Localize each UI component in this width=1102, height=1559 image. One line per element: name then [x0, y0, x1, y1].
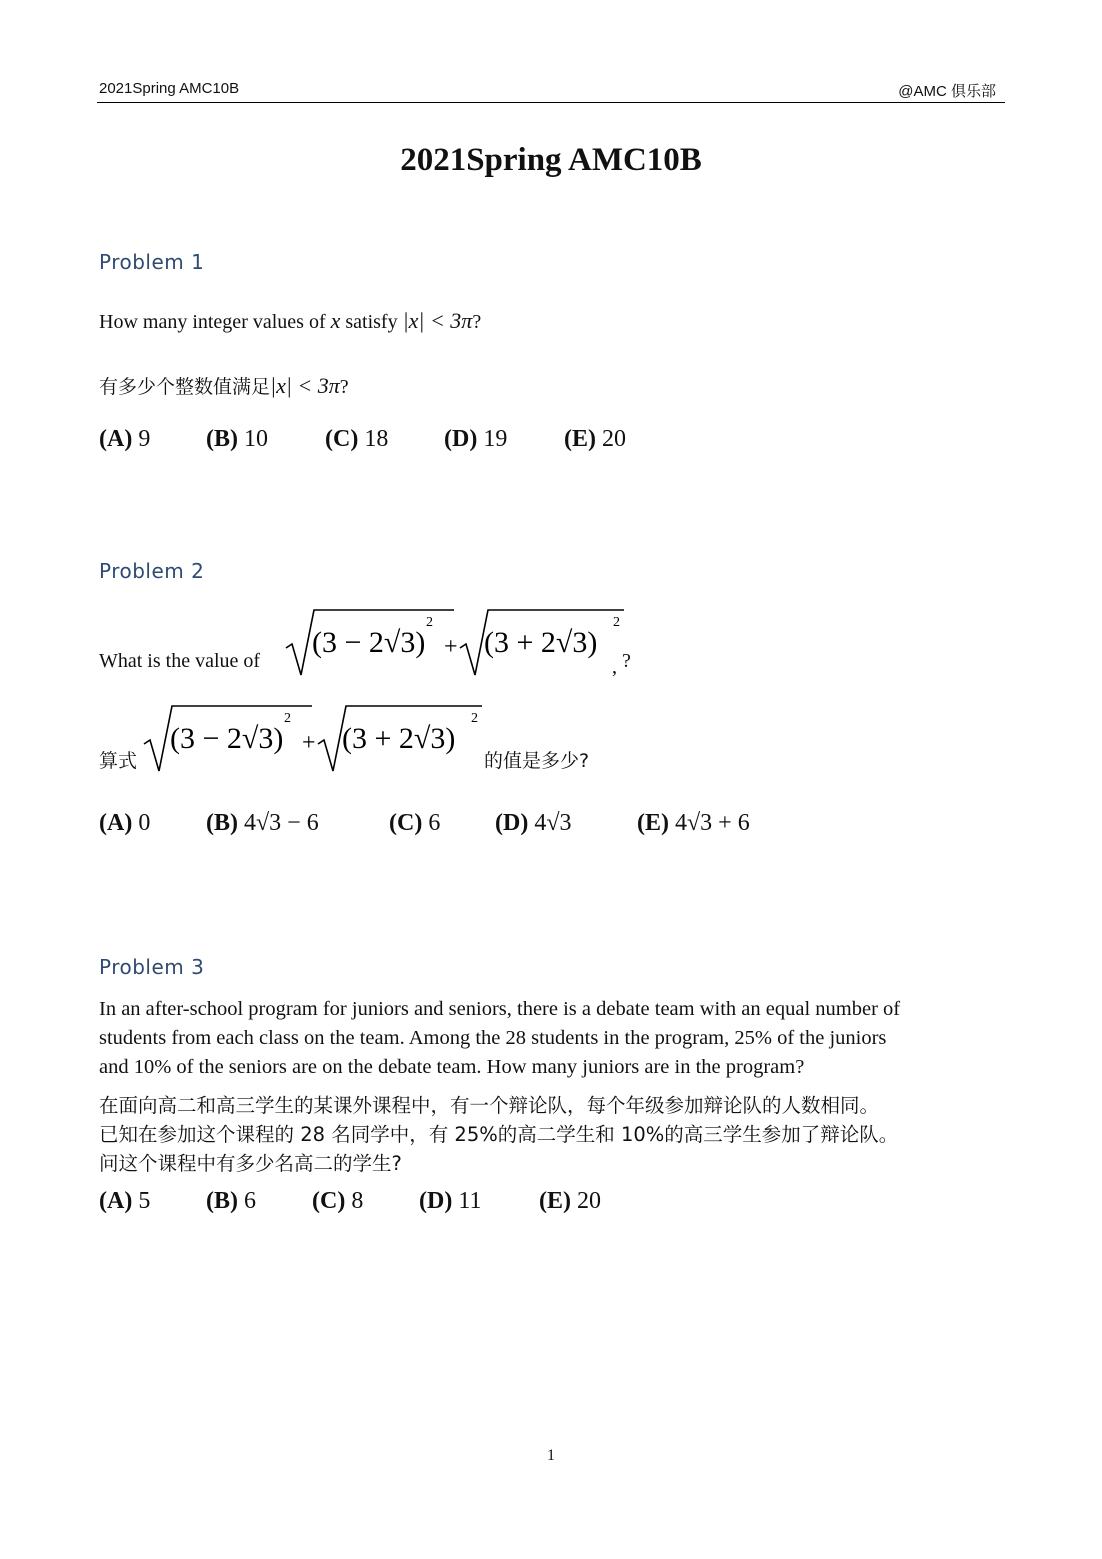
- problem-3-en-line: and 10% of the seniors are on the debate team. How many juniors are in the program?: [99, 1056, 805, 1078]
- problem-1-choice-e[interactable]: [564, 426, 626, 453]
- header-right: @AMC 俱乐部: [898, 83, 996, 100]
- choice-value: 4√3 − 6: [244, 810, 319, 836]
- problem-2-choice-d[interactable]: [495, 810, 572, 837]
- choice-label: (B): [206, 1188, 238, 1214]
- problem-2-choice-c[interactable]: [389, 810, 440, 837]
- choice-value: 20: [602, 426, 626, 452]
- problem-1-en-middle: satisfy: [345, 311, 398, 333]
- problem-1-choice-b[interactable]: [206, 426, 268, 453]
- problem-2-cn-prefix: 算式: [99, 750, 138, 772]
- choice-value: 4√3: [534, 810, 572, 836]
- choice-value: 6: [428, 810, 441, 836]
- problem-2-radical-expression-en: [284, 604, 644, 680]
- problem-1-choice-d[interactable]: [444, 426, 507, 453]
- problem-1-en-prefix: How many integer values of: [99, 311, 326, 333]
- problem-2-choice-b[interactable]: [206, 810, 319, 837]
- problem-3-choice-c[interactable]: [312, 1188, 363, 1215]
- plus-sign: +: [302, 730, 316, 756]
- problem-1-en-var: x: [330, 308, 341, 333]
- problem-1-choice-c[interactable]: [325, 426, 388, 453]
- problem-1-choice-a[interactable]: [99, 426, 150, 453]
- radicand: (3 − 2√3): [312, 626, 426, 659]
- problem-2-cn-suffix: 的值是多少?: [484, 750, 590, 772]
- problem-3-choice-e[interactable]: [539, 1188, 601, 1215]
- problem-1-expr-en: |x| < 3π: [402, 308, 473, 333]
- problem-1-qmark-en: ?: [472, 311, 482, 333]
- problem-3-choice-d[interactable]: [419, 1188, 481, 1215]
- radicand: (3 + 2√3): [342, 722, 456, 755]
- page-number: 1: [547, 1447, 555, 1464]
- choice-label: (C): [389, 810, 423, 836]
- choice-value: 19: [483, 426, 508, 452]
- problem-1-question-cn: [99, 372, 349, 399]
- page-title: 2021Spring AMC10B: [400, 142, 702, 178]
- problem-1-heading: Problem 1: [99, 250, 205, 274]
- choice-label: (A): [99, 1188, 133, 1214]
- choice-label: (E): [539, 1188, 571, 1214]
- plus-sign: +: [444, 634, 458, 660]
- problem-3-question-en: [99, 995, 999, 1082]
- problem-3-cn-line: 在面向高二和高三学生的某课外课程中，有一个辩论队，每个年级参加辩论队的人数相同。: [99, 1094, 880, 1117]
- choice-value: 8: [351, 1188, 364, 1214]
- choice-value: 4√3 + 6: [675, 810, 750, 836]
- problem-1-question-en: [99, 308, 481, 334]
- problem-2-heading: Problem 2: [99, 559, 205, 583]
- choice-label: (C): [325, 426, 359, 452]
- choice-label: (E): [564, 426, 596, 452]
- choice-label: (A): [99, 810, 133, 836]
- problem-2-question-en-prefix: What is the value of: [99, 650, 261, 672]
- exponent: 2: [613, 615, 620, 630]
- problem-3-en-line: students from each class on the team. Among the 28 students in the program, 25% of the juniors: [99, 1027, 887, 1049]
- choice-value: 5: [138, 1188, 151, 1214]
- problem-1-cn-prefix: 有多少个整数值满足: [99, 376, 271, 398]
- choice-label: (D): [444, 426, 478, 452]
- choice-value: 11: [458, 1188, 482, 1214]
- header-left: 2021Spring AMC10B: [99, 80, 240, 97]
- choice-value: 18: [364, 426, 389, 452]
- choice-label: (C): [312, 1188, 346, 1214]
- problem-2-choice-a[interactable]: [99, 810, 150, 837]
- choice-value: 10: [244, 426, 268, 452]
- radicand: (3 − 2√3): [170, 722, 284, 755]
- problem-2-radical-expression-cn: [142, 700, 487, 776]
- choice-value: 6: [244, 1188, 256, 1214]
- problem-2-qmark-en: ?: [622, 650, 631, 672]
- radicand: (3 + 2√3): [484, 626, 598, 659]
- choice-label: (E): [637, 810, 669, 836]
- choice-label: (B): [206, 426, 238, 452]
- choice-value: 0: [138, 810, 151, 836]
- header-rule: [97, 102, 1005, 103]
- choice-label: (D): [419, 1188, 453, 1214]
- problem-3-choice-a[interactable]: [99, 1188, 150, 1215]
- problem-3-question-cn: [99, 1091, 999, 1178]
- problem-2-choice-e[interactable]: [637, 810, 750, 837]
- choice-value: 9: [138, 426, 151, 452]
- exponent: 2: [471, 711, 478, 726]
- problem-3-heading: Problem 3: [99, 955, 205, 979]
- problem-3-cn-line: 已知在参加这个课程的 28 名同学中，有 25%的高二学生和 10%的高三学生参加了辩论队。: [99, 1123, 899, 1146]
- choice-label: (D): [495, 810, 529, 836]
- exponent: 2: [426, 615, 433, 630]
- comma: ,: [612, 656, 617, 678]
- problem-3-choice-b[interactable]: [206, 1188, 256, 1215]
- choice-value: 20: [577, 1188, 601, 1214]
- choice-label: (A): [99, 426, 133, 452]
- problem-3-en-line: In an after-school program for juniors and seniors, there is a debate team with an equal number of: [99, 998, 901, 1020]
- choice-label: (B): [206, 810, 238, 836]
- problem-3-cn-line: 问这个课程中有多少名高二的学生?: [99, 1152, 402, 1175]
- problem-1-expr-cn: |x| < 3π: [270, 373, 340, 398]
- problem-1-qmark-cn: ?: [339, 376, 349, 398]
- exponent: 2: [284, 711, 291, 726]
